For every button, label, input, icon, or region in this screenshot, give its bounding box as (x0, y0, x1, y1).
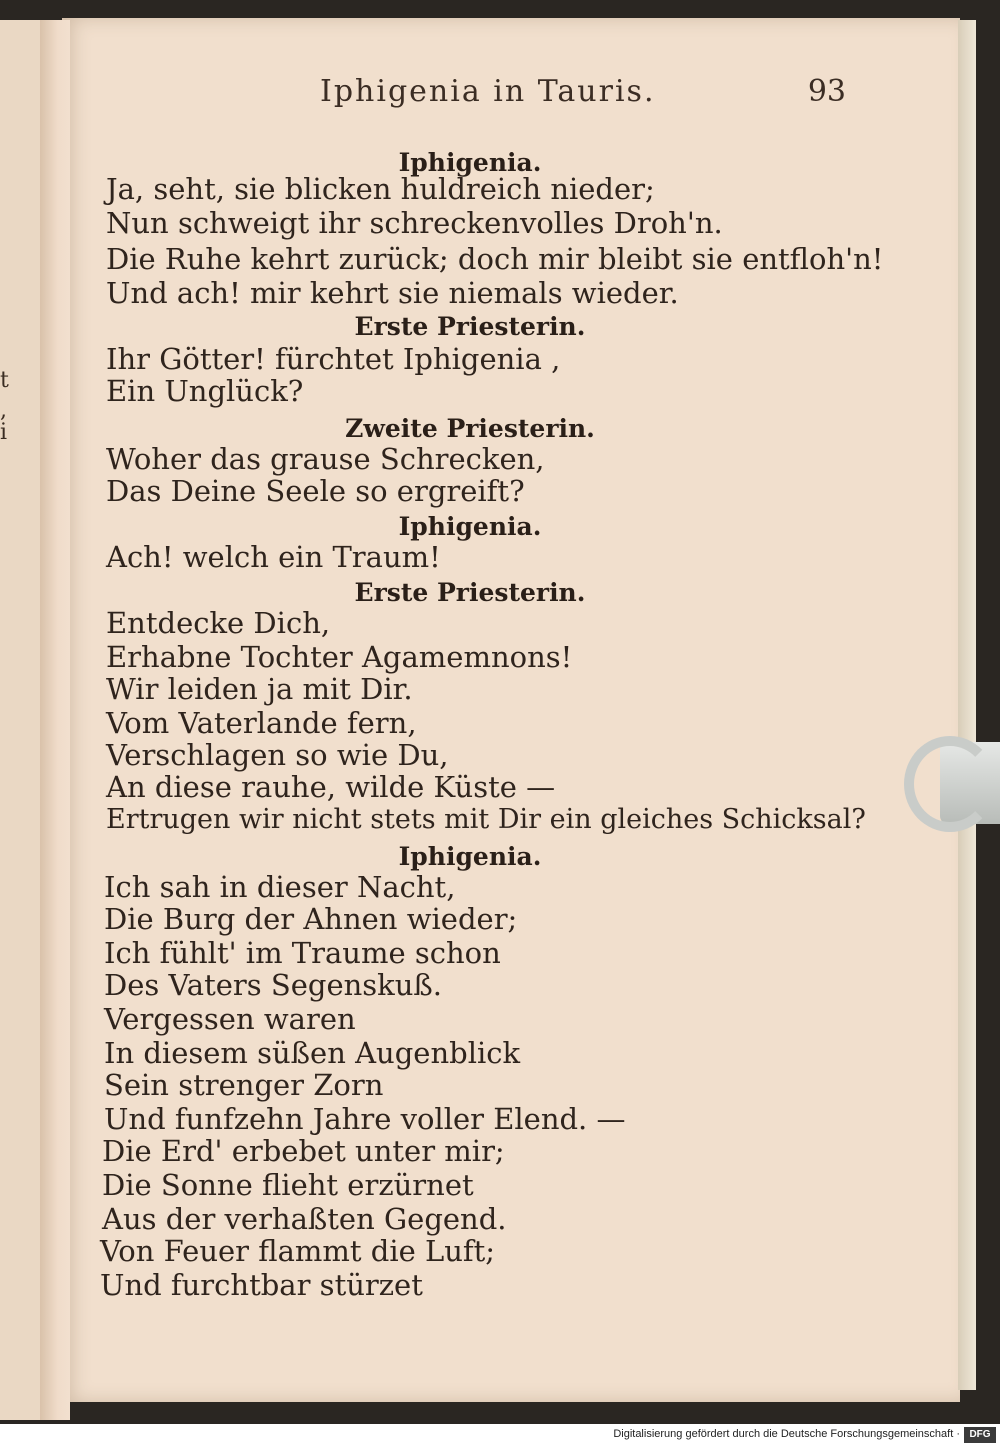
digitization-footer (0, 1424, 1000, 1446)
page-clip (900, 730, 1000, 840)
verse-line: Entdecke Dich, (106, 606, 331, 640)
verse-line: Ertrugen wir nicht stets mit Dir ein gleiches Schicksal? (106, 804, 866, 835)
verse-line: In diesem süßen Augenblick (104, 1036, 521, 1070)
verse-line: Des Vaters Segenskuß. (104, 968, 443, 1002)
verse-line: Verschlagen so wie Du, (106, 738, 449, 772)
funding-credit: Digitalisierung gefördert durch die Deutsche Forschungsgemeinschaft · (613, 1428, 960, 1440)
verse-line: Und furchtbar stürzet (100, 1268, 423, 1302)
verse-line: Das Deine Seele so ergreift? (106, 474, 525, 508)
verse-line: Und ach! mir kehrt sie niemals wieder. (106, 276, 679, 310)
speaker-heading: Erste Priesterin. (354, 578, 586, 607)
verse-line: Vergessen waren (104, 1002, 356, 1036)
running-header (300, 74, 860, 118)
speaker-heading: Iphigenia. (398, 842, 542, 871)
clip-ring (904, 736, 996, 832)
verse-line: Nun schweigt ihr schreckenvolles Droh'n. (106, 206, 723, 240)
verse-line: Vom Vaterlande fern, (106, 706, 417, 740)
verse-line: Von Feuer flammt die Luft; (100, 1234, 496, 1268)
verse-line: Woher das grause Schrecken, (106, 442, 545, 476)
page-stack-edge (958, 20, 976, 1390)
page-number: 93 (807, 74, 846, 109)
running-title: Iphigenia in Tauris. (320, 74, 656, 109)
verse-line: Ich fühlt' im Traume schon (104, 936, 501, 970)
verse-line: Die Burg der Ahnen wieder; (104, 902, 518, 936)
verse-line: Erhabne Tochter Agamemnons! (106, 640, 573, 674)
verse-line: Ich sah in dieser Nacht, (104, 870, 456, 904)
speaker-heading: Zweite Priesterin. (345, 414, 595, 443)
dfg-logo: DFG (964, 1427, 996, 1443)
speaker-heading: Iphigenia. (398, 148, 542, 177)
verse-line: Wir leiden ja mit Dir. (106, 672, 413, 706)
verse-line: Die Erd' erbebet unter mir; (102, 1134, 505, 1168)
verse-line: Aus der verhaßten Gegend. (102, 1202, 507, 1236)
verse-line: Ein Unglück? (106, 374, 304, 408)
verse-line: Ach! welch ein Traum! (106, 540, 441, 574)
verse-line: An diese rauhe, wilde Küste — (106, 770, 556, 804)
verse-line: Und funfzehn Jahre voller Elend. — (104, 1102, 626, 1136)
verse-line: Ihr Götter! fürchtet Iphigenia , (106, 342, 561, 376)
left-page-fragment: i (0, 420, 8, 445)
book-spine (40, 20, 70, 1420)
verse-line: Ja, seht, sie blicken huldreich nieder; (106, 172, 655, 206)
speaker-heading: Erste Priesterin. (354, 312, 586, 341)
verse-line: Die Sonne flieht erzürnet (102, 1168, 474, 1202)
left-page-fragment: t (0, 368, 9, 393)
verse-line: Die Ruhe kehrt zurück; doch mir bleibt sie entfloh'n! (106, 242, 884, 276)
left-page-fragment: , (0, 398, 7, 423)
verse-line: Sein strenger Zorn (104, 1068, 384, 1102)
speaker-heading: Iphigenia. (398, 512, 542, 541)
